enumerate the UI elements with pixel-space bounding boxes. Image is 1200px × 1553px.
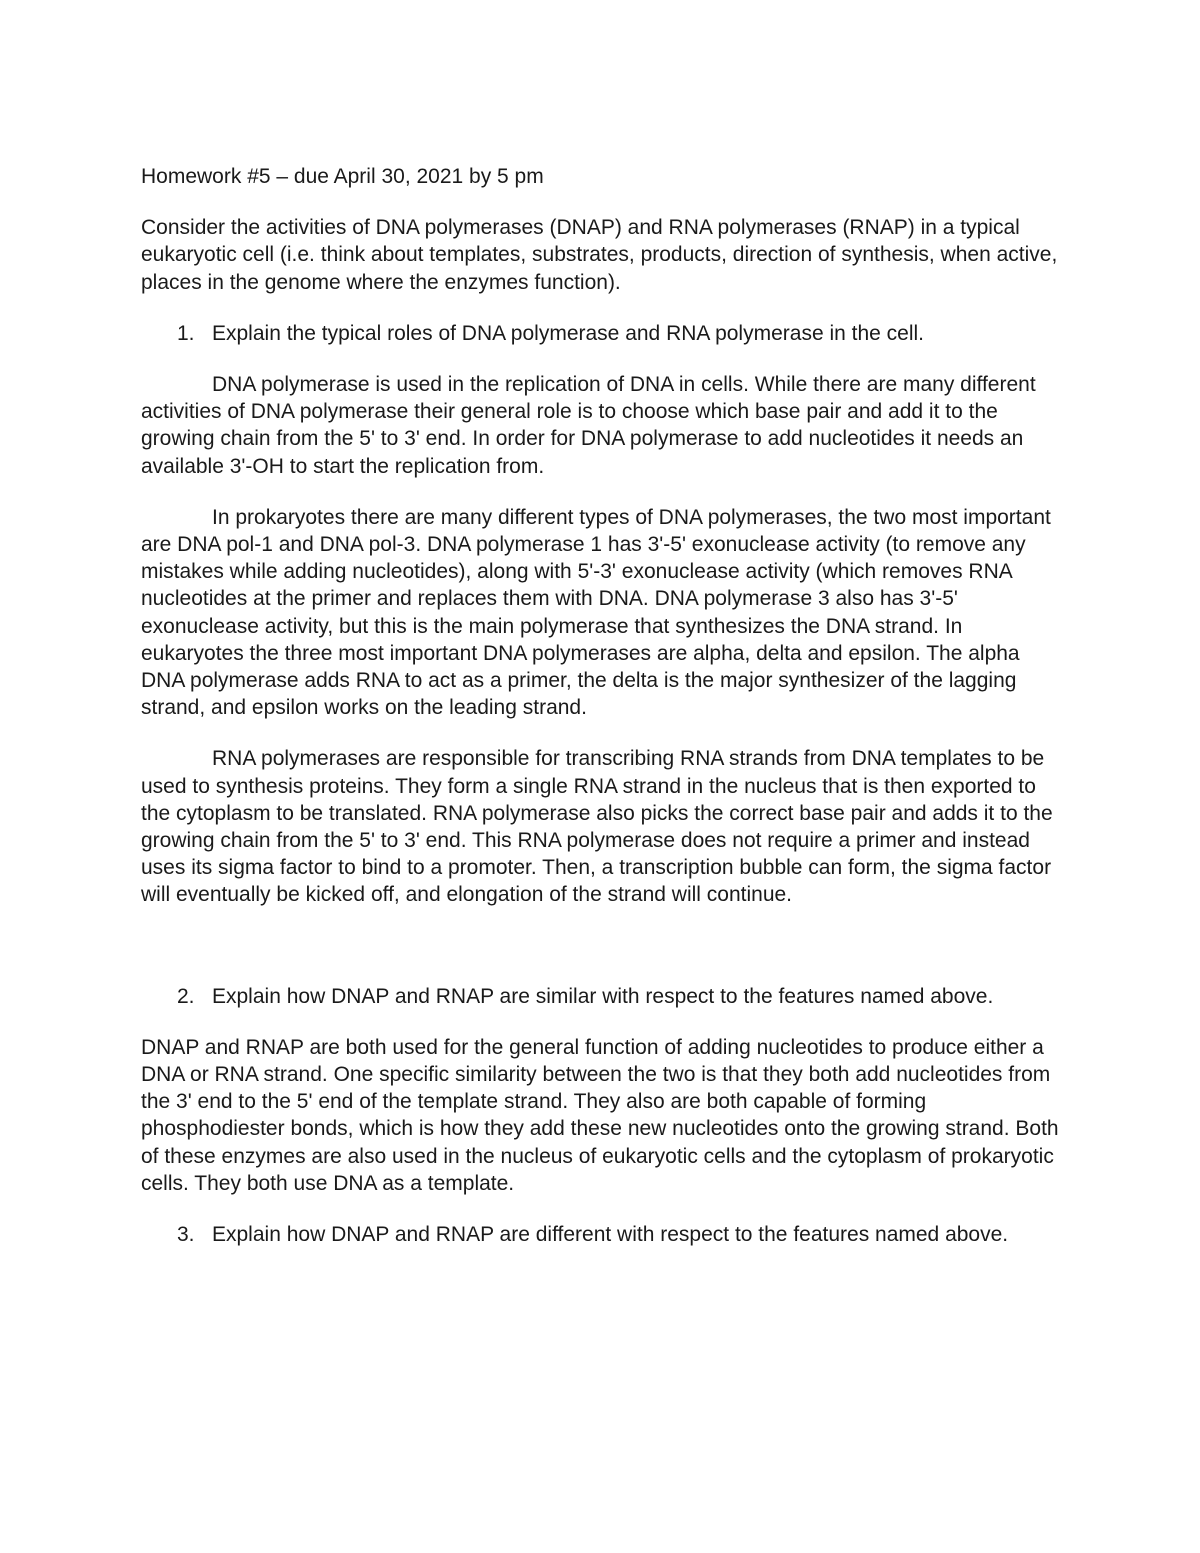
question-2 <box>141 983 1061 1010</box>
answer-1-paragraph-1: DNA polymerase is used in the replication of DNA in cells. While there are many different activities of DNA polymerase their general role is to choose which base pair and add it to the growing chain from the 5' to 3' end. In order for DNA polymerase to add nucleotides it needs an available 3'-OH to start the replication from. <box>141 373 1036 478</box>
question-text: Explain how DNAP and RNAP are different with respect to the features named above. <box>212 1223 1009 1247</box>
question-text: Explain the typical roles of DNA polymerase and RNA polymerase in the cell. <box>212 321 925 345</box>
intro-paragraph: Consider the activities of DNA polymerases (DNAP) and RNA polymerases (RNAP) in a typical eukaryotic cell (i.e. think about templates, substrates, products, direction of synthesis, when active, places in the genome where the enzymes function). <box>141 216 1058 294</box>
question-text: Explain how DNAP and RNAP are similar with respect to the features named above. <box>212 984 994 1008</box>
question-1 <box>141 320 1061 347</box>
answer-1-paragraph-2: In prokaryotes there are many different types of DNA polymerases, the two most important are DNA pol-1 and DNA pol-3. DNA polymerase 1 has 3'-5' exonuclease activity (to remove any mistakes while adding nucleotides), along with 5'-3' exonuclease activity (which removes RNA nucleotides at the primer and replaces them with DNA. DNA polymerase 3 also has 3'-5' exonuclease activity, but this is the main polymerase that synthesizes the DNA strand. In eukaryotes the three most important DNA polymerases are alpha, delta and epsilon. The alpha DNA polymerase adds RNA to act as a primer, the delta is the major synthesizer of the lagging strand, and epsilon works on the leading strand. <box>141 505 1051 720</box>
answer-2-paragraph: DNAP and RNAP are both used for the general function of adding nucleotides to produce either a DNA or RNA strand. One specific similarity between the two is that they both add nucleotides from the 3' end to the 5' end of the template strand. They also are both capable of forming phosphodiester bonds, which is how they add these new nucleotides onto the growing strand. Both of these enzymes are also used in the nucleus of eukaryotic cells and the cytoplasm of prokaryotic cells. They both use DNA as a template. <box>141 1035 1059 1195</box>
question-number: 3. <box>177 1223 195 1247</box>
question-3 <box>141 1221 1061 1248</box>
document-body <box>141 163 1061 1272</box>
question-number: 2. <box>177 984 195 1008</box>
question-number: 1. <box>177 321 195 345</box>
answer-1-paragraph-3: RNA polymerases are responsible for transcribing RNA strands from DNA templates to be used to synthesis proteins. They form a single RNA strand in the nucleus that is then exported to the cytoplasm to be translated. RNA polymerase also picks the correct base pair and adds it to the growing chain from the 5' to 3' end. This RNA polymerase does not require a primer and instead uses its sigma factor to bind to a promoter. Then, a transcription bubble can form, the sigma factor will eventually be kicked off, and elongation of the strand will continue. <box>141 747 1053 907</box>
page-title: Homework #5 – due April 30, 2021 by 5 pm <box>141 165 544 188</box>
